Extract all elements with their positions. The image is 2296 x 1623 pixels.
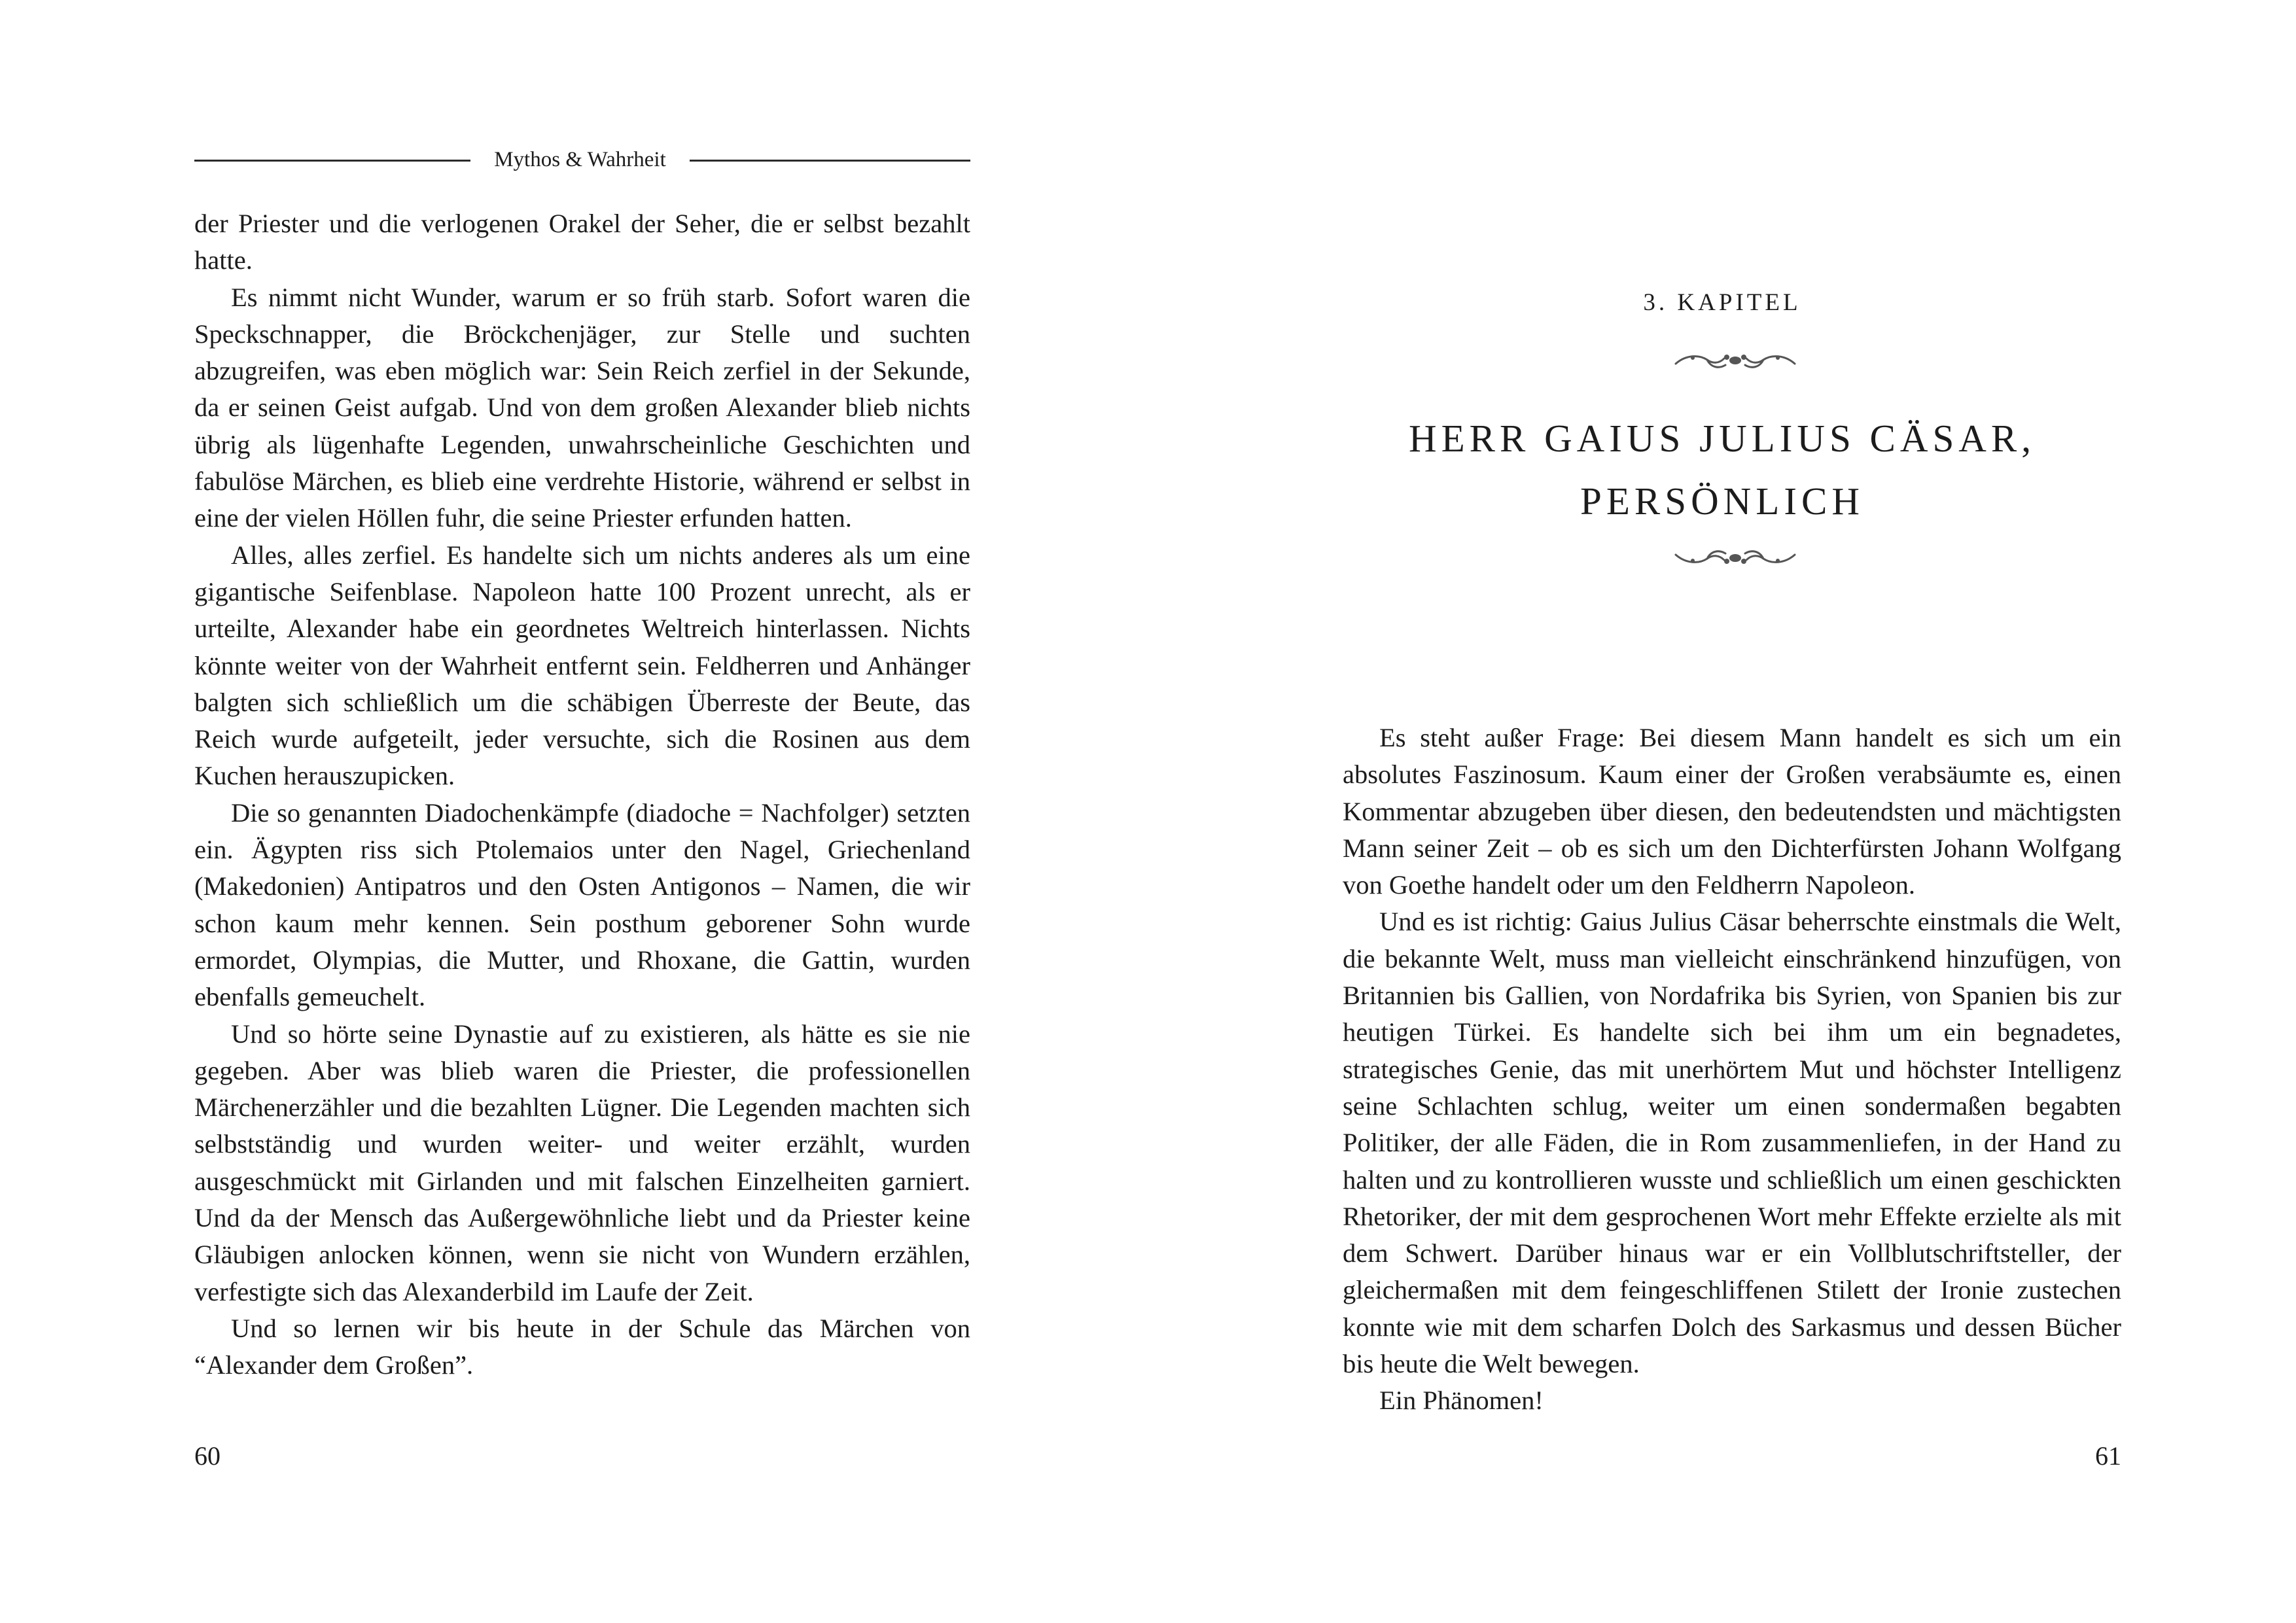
running-head-title: Mythos & Wahrheit	[494, 148, 666, 171]
page-number: 60	[194, 1441, 221, 1471]
paragraph: Und es ist richtig: Gaius Julius Cäsar beherrschte einstmals die Welt, die bekannte Welt, muss man vielleicht einschränkend hinzufügen, von Britannien bis Gallien, von Nordafrika bis Syrien, von Spanien bis zur heutigen Türkei. Es handelte sich bei ihm um ein begnadetes, strategisches Genie, das mit unerhörtem Mut und höchster Intelligenz seine Schlachten schlug, weiter um einen sondermaßen begabten Politiker, der alle Fäden, die in Rom zusammenliefen, in der Hand zu halten und zu kontrollieren wusste und schließlich um einen geschickten Rhetoriker, der mit dem gesprochenen Wort mehr Effekte erzielte als mit dem Schwert. Darüber hinaus war er ein Vollblutschriftsteller, der gleichermaßen mit dem feingeschliffenen Stilett der Ironie zustechen konnte wie mit dem scharfen Dolch des Sarkasmus und dessen Bücher bis heute die Welt bewegen.	[1343, 907, 2121, 1379]
floral-vignette-icon	[1673, 349, 1797, 372]
floral-vignette-icon	[1673, 547, 1797, 569]
running-head-rule-left	[194, 160, 470, 162]
right-body-text	[1343, 720, 2121, 1420]
left-body-text	[194, 205, 970, 1384]
paragraph: Alles, alles zerfiel. Es handelte sich um nichts anderes als um eine gigantische Seifenblase. Napoleon hatte 100 Prozent unrecht, als er urteilte, Alexander habe ein geordnetes Weltreich hinterlassen. Nichts könnte weiter von der Wahrheit entfernt sein. Feldherren und Anhänger balgten sich schließlich um die schäbigen Überreste der Beute, das Reich wurde aufgeteilt, jeder versuchte, sich die Rosinen aus dem Kuchen herauszupicken.	[194, 540, 970, 791]
chapter-title-line: PERSÖNLICH	[1580, 480, 1864, 523]
chapter-label: 3. KAPITEL	[1643, 289, 1801, 316]
paragraph: Es steht außer Frage: Bei diesem Mann handelt es sich um ein absolutes Faszinosum. Kaum einer der Großen verabsäumte es, einen Kommentar abzugeben über diesen, den bedeutendsten und mächtigsten Mann seiner Zeit – ob es sich um den Dichterfürsten Johann Wolfgang von Goethe handelt oder um den Feldherrn Napoleon.	[1343, 723, 2121, 900]
paragraph: Ein Phänomen!	[1379, 1386, 1544, 1416]
running-head-rule-right	[690, 160, 970, 162]
right-page	[1148, 0, 2296, 1623]
paragraph: der Priester und die verlogenen Orakel der Seher, die er selbst bezahlt hatte.	[194, 209, 970, 275]
page-number: 61	[2095, 1441, 2121, 1471]
paragraph: Es nimmt nicht Wunder, warum er so früh starb. Sofort waren die Speckschnapper, die Bröckchenjäger, zur Stelle und suchten abzugreifen, was eben möglich war: Sein Reich zerfiel in der Sekunde, da er seinen Geist aufgab. Und von dem großen Alexander blieb nichts übrig als lügenhafte Legenden, unwahrscheinliche Geschichten und fabulöse Märchen, es blieb eine verdrehte Historie, während er selbst in eine der vielen Höllen fuhr, die seine Priester erfunden hatten.	[194, 282, 970, 533]
paragraph: Und so hörte seine Dynastie auf zu existieren, als hätte es sie nie gegeben. Aber was blieb waren die Priester, die professionellen Märchenerzähler und die bezahlten Lügner. Die Legenden machten sich selbstständig und wurden weiter- und weiter erzählt, wurden ausgeschmückt mit Girlanden und mit falschen Einzelheiten garniert. Und da der Mensch das Außergewöhnliche liebt und da Priester keine Gläubigen anlocken können, wenn sie nicht von Wundern erzählen, verfestigte sich das Alexanderbild im Laufe der Zeit.	[194, 1019, 970, 1306]
paragraph: Die so genannten Diadochenkämpfe (diadoche = Nachfolger) setzten ein. Ägypten riss sich Ptolemaios unter den Nagel, Griechenland (Makedonien) Antipatros und den Osten Antigonos – Namen, die wir schon kaum mehr kennen. Sein posthum geborener Sohn wurde ermordet, Olympias, die Mutter, und Rhoxane, die Gattin, wurden ebenfalls gemeuchelt.	[194, 797, 970, 1012]
paragraph: Und so lernen wir bis heute in der Schule das Märchen von “Alexander dem Großen”.	[194, 1313, 970, 1380]
running-head	[194, 140, 970, 179]
chapter-title-line: HERR GAIUS JULIUS CÄSAR,	[1408, 417, 2036, 460]
chapter-title	[1148, 407, 2296, 532]
